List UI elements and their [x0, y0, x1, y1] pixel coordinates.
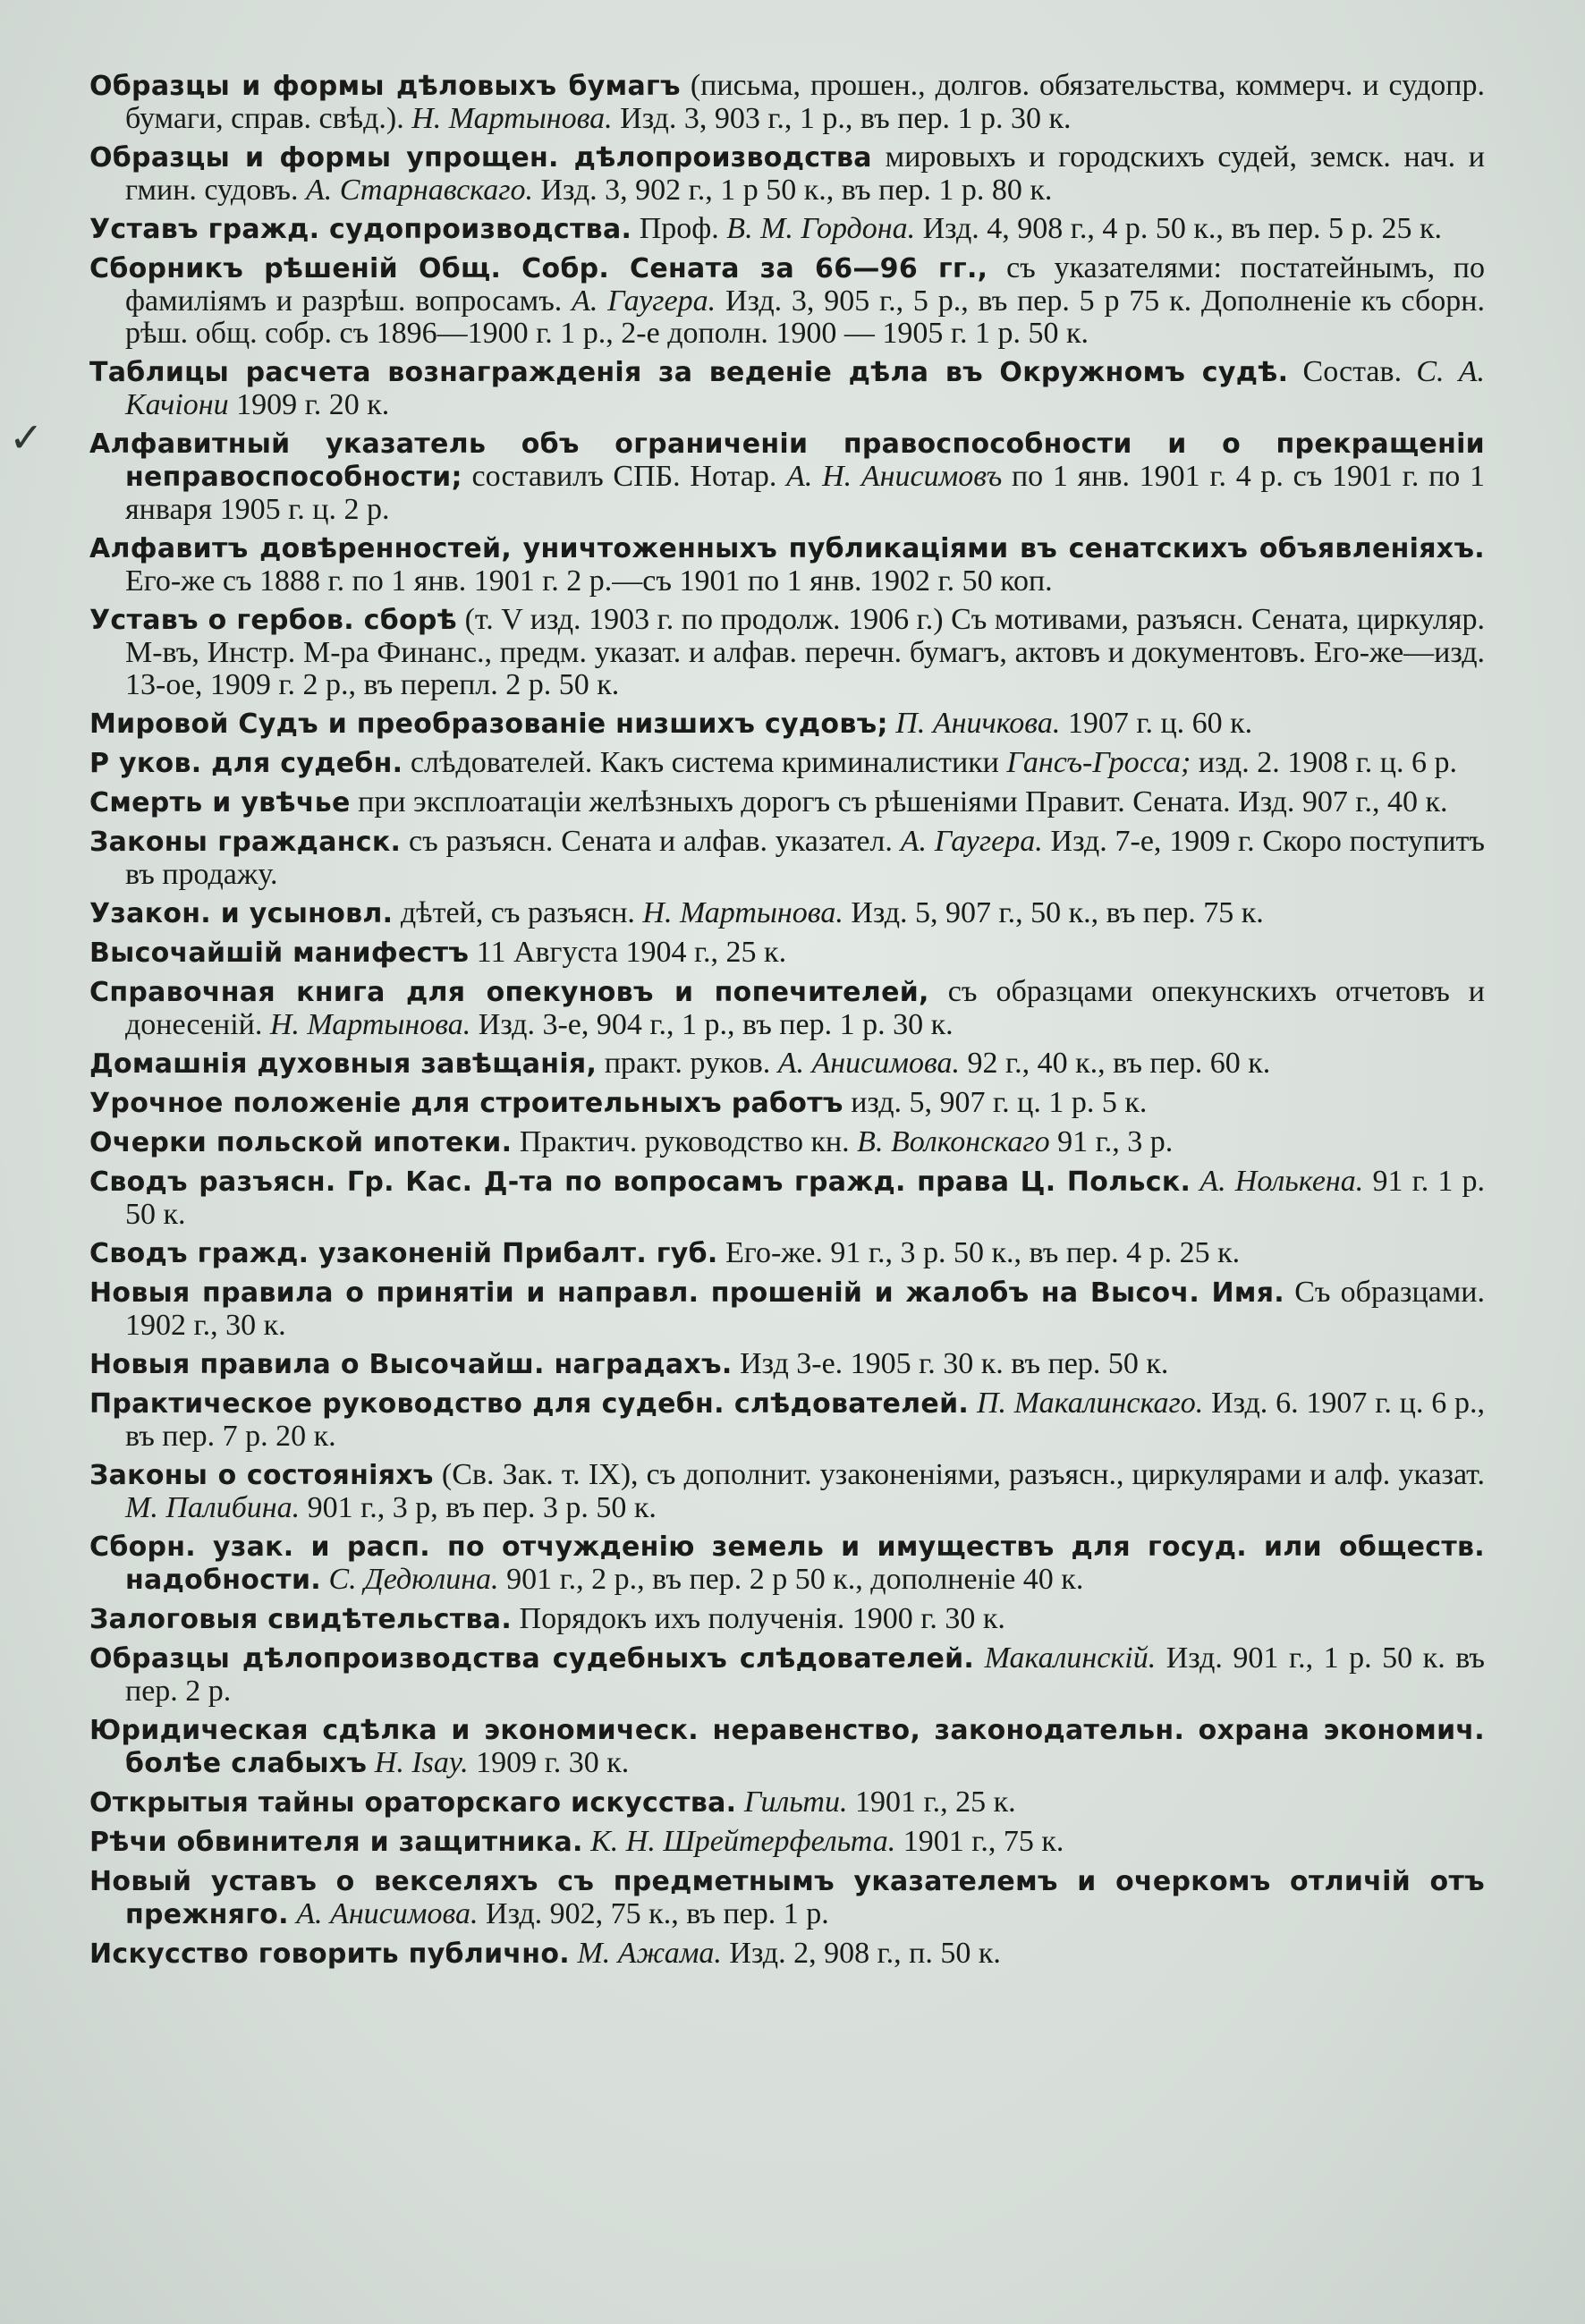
catalog-entry — [89, 1714, 1485, 1780]
entry-details: Изд. 3, 905 г., 5 р., въ пер. 5 р 75 к. Дополненіе къ сборн. рѣш. общ. собр. съ 1896—1900 г. 1 р., 2-е дополн. 1900 — 1905 г. 1 р. 50 к. — [125, 284, 1485, 350]
catalog-entry — [89, 1938, 1485, 1971]
entry-details: 92 г., 40 к., въ пер. 60 к. — [959, 1047, 1271, 1080]
entry-details: изд. 2. 1908 г. ц. 6 р. — [1191, 746, 1458, 779]
catalog-entry — [89, 1087, 1485, 1120]
catalog-entry — [89, 1531, 1485, 1597]
entry-title: Сводъ разъясн. Гр. Кас. Д-та по вопросамъ гражд. права Ц. Польск. — [89, 1166, 1191, 1198]
entry-title: Открытыя тайны ораторскаго искусства. — [89, 1787, 737, 1819]
entry-details: Изд. 3-е, 904 г., 1 р., въ пер. 1 р. 30 к. — [470, 1008, 954, 1041]
catalog-entry — [89, 532, 1485, 598]
entry-author: Гансъ-Гросса; — [1006, 746, 1191, 779]
entry-author: П. Аничкова. — [895, 707, 1061, 740]
entry-title: Образцы и формы упрощен. дѣлопроизводства — [89, 142, 872, 174]
entry-title: Мировой Судъ и преобразованіе низшихъ судовъ; — [89, 708, 888, 740]
catalog-entry — [89, 604, 1485, 701]
entry-text: 11 Августа 1904 г., 25 к. — [469, 936, 787, 969]
entry-author: В. Волконскаго — [857, 1125, 1050, 1158]
entry-title: Узакон. и усыновл. — [89, 898, 394, 929]
entry-details: Изд. 3, 902 г., 1 р 50 к., въ пер. 1 р. 80 к. — [533, 174, 1053, 207]
entry-title: Законы гражданск. — [89, 827, 402, 858]
catalog-entry — [89, 1642, 1485, 1708]
entry-details: 901 г., 2 р., въ пер. 2 р 50 к., дополненіе 40 к. — [498, 1563, 1084, 1596]
entry-title: Уставъ гражд. судопроизводства. — [89, 214, 632, 245]
entry-details: 1901 г., 25 к. — [847, 1785, 1016, 1819]
catalog-entry — [89, 1786, 1485, 1819]
entry-details: Изд. 4, 908 г., 4 р. 50 к., въ пер. 5 р. 25 к. — [915, 212, 1442, 245]
catalog-entry — [89, 141, 1485, 207]
entry-author: Гильти. — [743, 1785, 848, 1819]
entry-title: Алфавитъ довѣренностей, уничтоженныхъ публикаціями въ сенатскихъ объявленіяхъ. — [89, 533, 1485, 564]
entry-title: Образцы и формы дѣловыхъ бумагъ — [89, 71, 681, 102]
entry-text: Проф. — [631, 212, 727, 245]
entry-text: практ. руков. — [597, 1047, 778, 1080]
entry-details: 1909 г. 30 к. — [468, 1746, 630, 1779]
catalog-entry — [89, 1603, 1485, 1636]
entry-title: Смерть и увѣчье — [89, 787, 351, 818]
entry-text — [974, 1641, 985, 1675]
catalog-entry — [89, 976, 1485, 1041]
entry-author: А. Гаугера. — [572, 284, 716, 318]
entry-details: Изд. 902, 75 к., въ пер. 1 р. — [478, 1897, 829, 1930]
entry-text: Состав. — [1288, 355, 1417, 388]
entry-author: К. Н. Шрейтерфельта. — [590, 1825, 896, 1858]
entry-title: Практическое руководство для судебн. слѣдователей. — [89, 1388, 970, 1420]
entry-text — [969, 1387, 977, 1420]
entry-author: В. М. Гордона. — [726, 212, 916, 245]
catalog-entry — [89, 1277, 1485, 1342]
entry-details: Изд. 6. 1907 г. ц. 6 р., въ пер. 7 р. 20 к. — [125, 1387, 1486, 1453]
entry-details: 901 г., 3 р, въ пер. 3 р. 50 к. — [300, 1491, 657, 1524]
entry-author: А. Старнавскаго. — [306, 174, 533, 207]
entry-title: Алфавитный указатель объ ограниченіи правоспособности и о прекращеніи неправоспособности; — [89, 428, 1485, 493]
entry-title: Законы о состояніяхъ — [89, 1460, 434, 1491]
entry-text: съ образцами опекунскихъ отчетовъ и донесеній. — [125, 975, 1485, 1041]
entry-title: Высочайшій манифестъ — [89, 937, 470, 969]
entry-text: при эксплоатаціи желѣзныхъ дорогъ съ рѣшеніями Правит. Сената. Изд. 907 г., 40 к. — [350, 785, 1448, 818]
catalog-entry — [89, 937, 1485, 970]
entry-details: по 1 янв. 1901 г. 4 р. съ 1901 г. по 1 января 1905 г. ц. 2 р. — [125, 460, 1485, 526]
entry-title: Залоговыя свидѣтельства. — [89, 1604, 513, 1635]
entry-title: Таблицы расчета вознагражденія за веденіе дѣла въ Окружномъ судѣ. — [89, 357, 1289, 388]
entry-title: Уставъ о гербов. сборѣ — [89, 605, 458, 636]
catalog-entry — [89, 428, 1485, 526]
catalog-entry — [89, 1237, 1485, 1270]
entry-text: дѣтей, съ разъясн. — [393, 896, 643, 929]
entry-author: П. Макалинскаго. — [976, 1387, 1204, 1420]
entry-author: М. Ажама. — [577, 1937, 722, 1970]
margin-check-mark: ✓ — [9, 413, 44, 462]
entry-author: А. Нолькена. — [1199, 1165, 1364, 1198]
entry-text: Его-же съ 1888 г. по 1 янв. 1901 г. 2 р.—съ 1901 по 1 янв. 1902 г. 50 коп. — [125, 564, 1053, 598]
catalog-entry — [89, 708, 1485, 741]
entry-text: слѣдователей. Какъ система криминалистики — [403, 746, 1007, 779]
entry-author: А. Гаугера. — [900, 825, 1043, 858]
entry-text — [367, 1746, 375, 1779]
entry-title: Сборн. узак. и расп. по отчужденію земель и имуществъ для госуд. или обществ. надобности. — [89, 1531, 1485, 1596]
entry-details: 91 г., 3 р. — [1049, 1125, 1174, 1158]
entry-details: Изд. 2, 908 г., п. 50 к. — [721, 1937, 1001, 1970]
catalog-entry — [89, 747, 1485, 780]
entry-text: составилъ СПБ. Нотар. — [462, 460, 787, 493]
entry-text — [289, 1897, 297, 1930]
catalog-entry — [89, 897, 1485, 930]
entry-text — [1191, 1165, 1199, 1198]
entry-details: Изд. 901 г., 1 р. 50 к. въ пер. 2 р. — [125, 1641, 1486, 1708]
entry-details: Изд. 7-е, 1909 г. Скоро поступитъ въ продажу. — [125, 825, 1486, 891]
entry-author: Н. Мартынова. — [642, 896, 843, 929]
catalog-entry — [89, 786, 1485, 819]
entry-title: Сводъ гражд. узаконеній Прибалт. губ. — [89, 1238, 718, 1269]
entry-details: Изд. 5, 907 г., 50 к., въ пер. 75 к. — [843, 896, 1264, 929]
entry-title: Р уков. для судебн. — [89, 748, 403, 779]
catalog-list — [89, 70, 1485, 1977]
entry-text — [583, 1825, 591, 1858]
entry-title: Очерки польской ипотеки. — [89, 1127, 513, 1158]
entry-title: Домашнія духовныя завѣщанія, — [89, 1048, 598, 1080]
catalog-entry — [89, 213, 1485, 246]
entry-author: А. Анисимова. — [296, 1897, 479, 1930]
entry-author: Макалинскій. — [984, 1641, 1157, 1675]
entry-details: 91 г. 1 р. 50 к. — [125, 1165, 1485, 1231]
catalog-entry — [89, 356, 1485, 421]
entry-title: Новыя правила о Высочайш. наградахъ. — [89, 1349, 733, 1380]
entry-text: мировыхъ и городскихъ судей, земск. нач. и гмин. судовъ. — [125, 140, 1485, 207]
entry-author: М. Палибина. — [125, 1491, 301, 1524]
catalog-entry — [89, 252, 1485, 350]
entry-text — [736, 1785, 744, 1819]
entry-title: Рѣчи обвинителя и защитника. — [89, 1827, 583, 1858]
entry-title: Образцы дѣлопроизводства судебныхъ слѣдователей. — [89, 1643, 975, 1675]
entry-author: А. Анисимова. — [777, 1047, 960, 1080]
entry-text: съ разъясн. Сената и алфав. указател. — [401, 825, 901, 858]
entry-text: Практич. руководство кн. — [512, 1125, 858, 1158]
entry-title: Урочное положеніе для строительныхъ работъ — [89, 1088, 843, 1119]
entry-text: (т. V изд. 1903 г. по продолж. 1906 г.) Съ мотивами, разъясн. Сената, циркуляр. М-въ, Инстр. М-ра Финанс., предм. указат. и алфав. перечн. бумагъ, актовъ и документовъ. Его-же—изд. 13-ое, 1909 г. 2 р., въ перепл. 2 р. 50 к. — [125, 603, 1485, 701]
entry-text — [888, 707, 896, 740]
entry-text: (Св. Зак. т. IX), съ дополнит. узаконеніями, разъясн., циркулярами и алф. указат. — [433, 1458, 1485, 1491]
entry-text: Его-же. 91 г., 3 р. 50 к., въ пер. 4 р. 25 к. — [717, 1236, 1241, 1269]
catalog-entry — [89, 1865, 1485, 1931]
entry-details: 1909 г. 20 к. — [228, 388, 390, 421]
catalog-entry — [89, 70, 1485, 135]
catalog-entry — [89, 826, 1485, 891]
catalog-entry — [89, 1126, 1485, 1159]
catalog-entry — [89, 1348, 1485, 1381]
entry-title: Справочная книга для опекуновъ и попечителей, — [89, 977, 929, 1008]
catalog-entry — [89, 1826, 1485, 1859]
entry-author: Н. Мартынова. — [411, 102, 613, 135]
entry-title: Новый уставъ о векселяхъ съ предметнымъ указателемъ и очеркомъ отличій отъ прежняго. — [89, 1866, 1485, 1930]
entry-title: Юридическая сдѣлка и экономическ. неравенство, законодательн. охрана экономич. болѣе слабыхъ — [89, 1715, 1485, 1779]
entry-author: Н. Isay. — [374, 1746, 469, 1779]
catalog-entry — [89, 1387, 1485, 1453]
entry-text: (письма, прошен., долгов. обязательства, коммерч. и судопр. бумаги, справ. свѣд.). — [125, 69, 1485, 135]
catalog-entry — [89, 1166, 1485, 1231]
entry-author: С. Дедюлина. — [328, 1563, 499, 1596]
catalog-entry — [89, 1459, 1485, 1524]
entry-title: Новыя правила о принятіи и направл. прошеній и жалобъ на Высоч. Имя. — [89, 1277, 1284, 1309]
catalog-entry — [89, 1047, 1485, 1081]
entry-title: Искусство говорить публично. — [89, 1938, 570, 1970]
entry-text: Порядокъ ихъ полученія. 1900 г. 30 к. — [512, 1602, 1005, 1635]
entry-details: Изд. 3, 903 г., 1 р., въ пер. 1 р. 30 к. — [612, 102, 1072, 135]
entry-text: Съ образцами. 1902 г., 30 к. — [125, 1276, 1485, 1342]
entry-text: съ указателями: постатейнымъ, по фамиліямъ и разрѣш. вопросамъ. — [125, 251, 1485, 318]
entry-text: изд. 5, 907 г. ц. 1 р. 5 к. — [843, 1086, 1148, 1119]
entry-details: 1907 г. ц. 60 к. — [1060, 707, 1253, 740]
entry-author: Н. Мартынова. — [269, 1008, 471, 1041]
entry-title: Сборникъ рѣшеній Общ. Собр. Сената за 66—96 гг., — [89, 253, 988, 284]
entry-details: 1901 г., 75 к. — [895, 1825, 1064, 1858]
entry-text: Изд 3-е. 1905 г. 30 к. въ пер. 50 к. — [732, 1347, 1169, 1380]
entry-author: С. А. Качіони — [125, 355, 1485, 421]
entry-author: А. Н. Анисимовъ — [786, 460, 1003, 493]
